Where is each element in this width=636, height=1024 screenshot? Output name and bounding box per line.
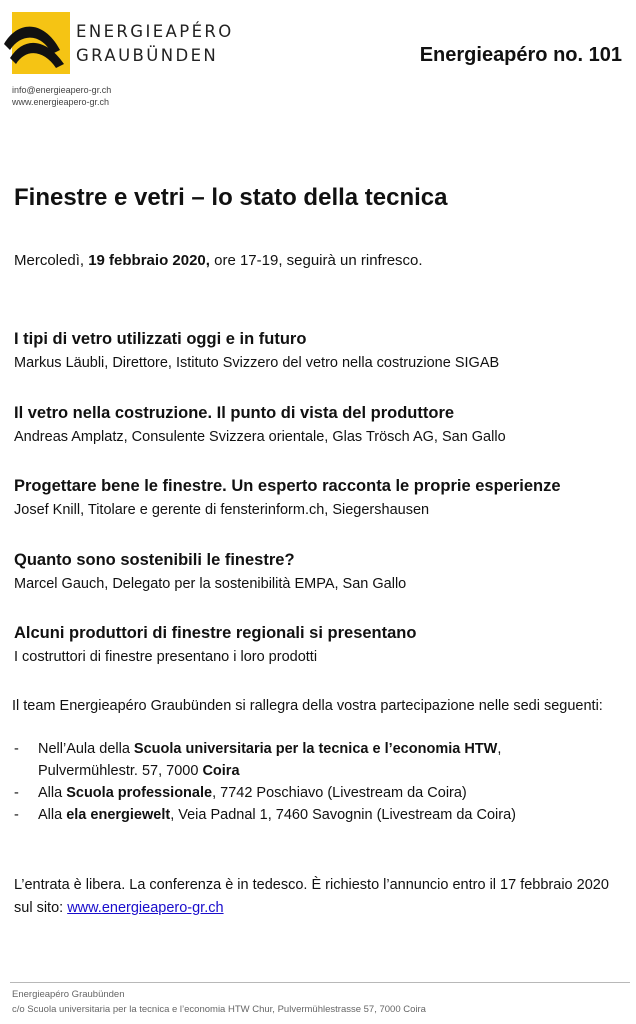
venue-bullet: -: [14, 741, 19, 757]
notice-text: L’entrata è libera. La conferenza è in tedesco. È richiesto l’annuncio entro il 17 febbraio 2020 sul sito:: [14, 877, 609, 916]
venue-item-poschiavo: [38, 785, 467, 801]
venue-suffix: , 7742 Poschiavo (Livestream da Coira): [212, 785, 467, 801]
contact-website[interactable]: www.energieapero-gr.ch: [12, 97, 110, 107]
venue-city: Coira: [202, 763, 240, 779]
footer-address: c/o Scuola universitaria per la tecnica e l’economia HTW Chur, Pulvermühlestrasse 57, 7000 Coira: [12, 1004, 426, 1015]
talk-title: Il vetro nella costruzione. Il punto di vista del produttore: [14, 404, 455, 422]
venue-prefix: Nell’Aula della: [38, 741, 134, 757]
venue-item-htw: [38, 741, 501, 757]
talk-speaker: I costruttori di finestre presentano i loro prodotti: [14, 649, 318, 665]
page-title: Finestre e vetri – lo stato della tecnica: [14, 184, 448, 211]
talk-speaker: Markus Läubli, Direttore, Istituto Svizzero del vetro nella costruzione SIGAB: [14, 355, 500, 371]
venue-address: Pulvermühlestr. 57, 7000: [38, 763, 203, 779]
registration-notice: [14, 874, 614, 920]
event-number-title: Energieapéro no. 101: [419, 44, 622, 66]
talk-title: Alcuni produttori di finestre regionali si presentano: [14, 624, 417, 642]
event-date-line: [14, 252, 423, 269]
event-date: 19 febbraio 2020,: [88, 252, 210, 269]
energieapero-logo: [4, 10, 74, 76]
brand-name-line2: GRAUBÜNDEN: [76, 46, 219, 65]
talk-speaker: Andreas Amplatz, Consulente Svizzera orientale, Glas Trösch AG, San Gallo: [14, 429, 506, 445]
venue-item-savognin: [38, 807, 516, 823]
venue-prefix: Alla: [38, 807, 67, 823]
venue-name: Scuola professionale: [66, 785, 213, 801]
brand-name-line1: ENERGIEAPÉRO: [76, 22, 234, 41]
registration-link[interactable]: www.energieapero-gr.ch: [67, 900, 224, 916]
talk-title: I tipi di vetro utilizzati oggi e in futuro: [14, 330, 307, 348]
venue-suffix: ,: [497, 741, 502, 757]
date-prefix: Mercoledì,: [14, 252, 89, 269]
venue-name: ela energiewelt: [66, 807, 171, 823]
venue-suffix: , Veia Padnal 1, 7460 Savognin (Livestream da Coira): [170, 807, 516, 823]
contact-email[interactable]: info@energieapero-gr.ch: [12, 85, 112, 95]
venues-intro: Il team Energieapéro Graubünden si rallegra della vostra partecipazione nelle sedi seguenti:: [12, 698, 603, 714]
footer-organization: Energieapéro Graubünden: [12, 989, 125, 1000]
venue-item-htw-address: [38, 763, 240, 779]
talk-title: Progettare bene le finestre. Un esperto racconta le proprie esperienze: [14, 477, 561, 495]
talk-title: Quanto sono sostenibili le finestre?: [14, 551, 295, 569]
footer-divider: [10, 982, 630, 983]
venue-prefix: Alla: [38, 785, 67, 801]
venue-bullet: -: [14, 807, 19, 823]
talk-speaker: Marcel Gauch, Delegato per la sostenibilità EMPA, San Gallo: [14, 576, 407, 592]
venue-bullet: -: [14, 785, 19, 801]
date-suffix: ore 17-19, seguirà un rinfresco.: [209, 252, 423, 269]
talk-speaker: Josef Knill, Titolare e gerente di fensterinform.ch, Siegershausen: [14, 502, 430, 518]
venue-name: Scuola universitaria per la tecnica e l’economia HTW: [133, 741, 498, 757]
